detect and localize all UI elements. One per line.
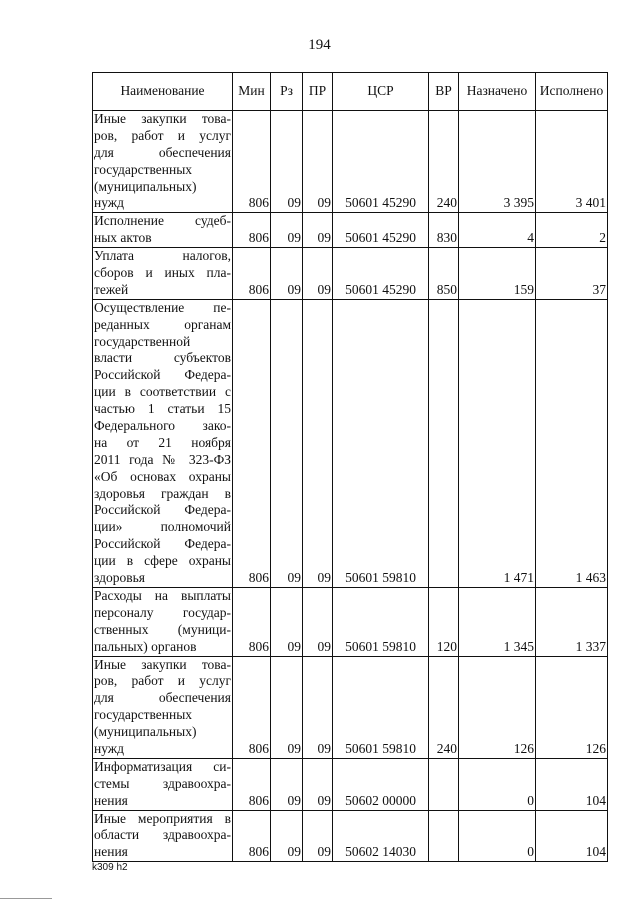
row-csr-cell: 50601 59810 <box>333 656 429 758</box>
row-executed-cell: 37 <box>536 248 608 300</box>
header-assigned: Назначено <box>459 73 536 111</box>
row-name-line: ции в сфере охраны <box>94 553 231 569</box>
row-name-line: тежей <box>94 281 129 297</box>
row-assigned-cell: 1 345 <box>459 587 536 656</box>
header-min: Мин <box>233 73 271 111</box>
row-name-line: Информатизация си- <box>94 758 231 774</box>
row-vr-cell: 240 <box>429 656 459 758</box>
row-vr-cell: 850 <box>429 248 459 300</box>
row-name-cell <box>93 810 233 862</box>
header-vr: ВР <box>429 73 459 111</box>
row-min-cell: 806 <box>233 656 271 758</box>
header-name: Наименование <box>93 73 233 111</box>
row-vr-cell <box>429 758 459 810</box>
row-assigned-cell: 3 395 <box>459 111 536 213</box>
row-name-line: нужд <box>94 195 124 211</box>
page-number: 194 <box>308 37 331 53</box>
row-pr-cell: 09 <box>303 248 333 300</box>
budget-table <box>92 72 608 862</box>
row-name-line: Уплата налогов, <box>94 248 231 264</box>
edge-line <box>0 898 52 899</box>
row-name-line: Исполнение судеб- <box>94 213 231 229</box>
row-name-line: власти субъектов <box>94 350 231 366</box>
row-name-line: сборов и иных пла- <box>94 265 231 281</box>
row-csr-cell: 50601 45290 <box>333 248 429 300</box>
row-rz-cell: 09 <box>271 758 303 810</box>
table-row <box>93 111 608 213</box>
header-rz: Рз <box>271 73 303 111</box>
row-min-cell: 806 <box>233 248 271 300</box>
row-min-cell: 806 <box>233 213 271 248</box>
row-assigned-cell: 1 471 <box>459 299 536 587</box>
table-row <box>93 299 608 587</box>
row-name-line: частью 1 статьи 15 <box>94 401 231 417</box>
row-executed-cell: 1 337 <box>536 587 608 656</box>
row-min-cell: 806 <box>233 810 271 862</box>
table-row <box>93 656 608 758</box>
row-vr-cell: 120 <box>429 587 459 656</box>
row-assigned-cell: 0 <box>459 810 536 862</box>
row-name-cell <box>93 587 233 656</box>
row-name-line: нения <box>94 844 128 860</box>
row-assigned-cell: 0 <box>459 758 536 810</box>
row-name-line: стемы здравоохра- <box>94 775 231 791</box>
table-row <box>93 758 608 810</box>
row-rz-cell: 09 <box>271 656 303 758</box>
row-rz-cell: 09 <box>271 248 303 300</box>
row-executed-cell: 104 <box>536 810 608 862</box>
row-name-cell <box>93 213 233 248</box>
row-name-cell <box>93 299 233 587</box>
row-name-line: государственных <box>94 707 193 723</box>
row-rz-cell: 09 <box>271 111 303 213</box>
row-executed-cell: 2 <box>536 213 608 248</box>
footer-code: k309 h2 <box>92 862 128 873</box>
table-row <box>93 213 608 248</box>
row-csr-cell: 50601 45290 <box>333 111 429 213</box>
table-row <box>93 587 608 656</box>
row-name-line: реданных органам <box>94 316 231 332</box>
table-header <box>93 73 608 111</box>
row-pr-cell: 09 <box>303 656 333 758</box>
row-name-line: ции в соответствии с <box>94 384 231 400</box>
row-name-cell <box>93 248 233 300</box>
row-name-line: для обеспечения <box>94 690 231 706</box>
header-executed: Исполнено <box>536 73 608 111</box>
row-name-cell <box>93 111 233 213</box>
row-name-line: Федерального зако- <box>94 418 231 434</box>
row-name-line: для обеспечения <box>94 144 231 160</box>
row-assigned-cell: 126 <box>459 656 536 758</box>
row-name-line: Российской Федера- <box>94 367 231 383</box>
row-name-line: на от 21 ноября <box>94 434 231 450</box>
row-assigned-cell: 159 <box>459 248 536 300</box>
row-rz-cell: 09 <box>271 299 303 587</box>
row-name-line: государственной <box>94 333 191 349</box>
row-executed-cell: 126 <box>536 656 608 758</box>
row-name-line: Иные мероприятия в <box>94 810 231 826</box>
row-name-line: здоровья граждан в <box>94 485 231 501</box>
row-vr-cell: 830 <box>429 213 459 248</box>
row-executed-cell: 104 <box>536 758 608 810</box>
row-min-cell: 806 <box>233 111 271 213</box>
row-csr-cell: 50601 59810 <box>333 299 429 587</box>
header-pr: ПР <box>303 73 333 111</box>
row-csr-cell: 50601 45290 <box>333 213 429 248</box>
row-name-line: государственных <box>94 161 193 177</box>
header-csr: ЦСР <box>333 73 429 111</box>
row-pr-cell: 09 <box>303 299 333 587</box>
row-min-cell: 806 <box>233 299 271 587</box>
row-name-line: Российской Федера- <box>94 502 231 518</box>
row-name-line: Осуществление пе- <box>94 299 231 315</box>
row-csr-cell: 50602 00000 <box>333 758 429 810</box>
row-name-line: (муниципальных) <box>94 724 197 740</box>
row-name-line: 2011 года № 323-ФЗ <box>94 451 231 467</box>
row-name-line: Российской Федера- <box>94 536 231 552</box>
row-pr-cell: 09 <box>303 810 333 862</box>
row-min-cell: 806 <box>233 758 271 810</box>
row-pr-cell: 09 <box>303 758 333 810</box>
row-name-line: ственных (муници- <box>94 621 231 637</box>
row-min-cell: 806 <box>233 587 271 656</box>
row-name-line: ных актов <box>94 230 152 246</box>
row-name-line: (муниципальных) <box>94 178 197 194</box>
row-name-line: персоналу государ- <box>94 604 231 620</box>
row-name-line: Иные закупки това- <box>94 111 231 126</box>
row-name-line: Иные закупки това- <box>94 656 231 672</box>
row-csr-cell: 50602 14030 <box>333 810 429 862</box>
row-assigned-cell: 4 <box>459 213 536 248</box>
row-name-line: Расходы на выплаты <box>94 587 231 603</box>
row-name-line: нения <box>94 792 128 808</box>
row-name-line: ров, работ и услуг <box>94 127 231 143</box>
row-csr-cell: 50601 59810 <box>333 587 429 656</box>
row-pr-cell: 09 <box>303 111 333 213</box>
row-executed-cell: 1 463 <box>536 299 608 587</box>
row-name-cell <box>93 758 233 810</box>
table-row <box>93 248 608 300</box>
table-row <box>93 810 608 862</box>
row-rz-cell: 09 <box>271 587 303 656</box>
row-vr-cell <box>429 810 459 862</box>
row-pr-cell: 09 <box>303 213 333 248</box>
row-name-line: «Об основах охраны <box>94 468 231 484</box>
row-vr-cell <box>429 299 459 587</box>
row-name-line: пальных) органов <box>94 638 197 654</box>
row-name-line: области здравоохра- <box>94 827 231 843</box>
row-vr-cell: 240 <box>429 111 459 213</box>
row-executed-cell: 3 401 <box>536 111 608 213</box>
row-rz-cell: 09 <box>271 213 303 248</box>
row-pr-cell: 09 <box>303 587 333 656</box>
row-name-line: ции» полномочий <box>94 519 231 535</box>
row-name-line: здоровья <box>94 570 145 586</box>
table-body <box>93 111 608 862</box>
row-rz-cell: 09 <box>271 810 303 862</box>
row-name-line: нужд <box>94 740 124 756</box>
row-name-cell <box>93 656 233 758</box>
row-name-line: ров, работ и услуг <box>94 673 231 689</box>
